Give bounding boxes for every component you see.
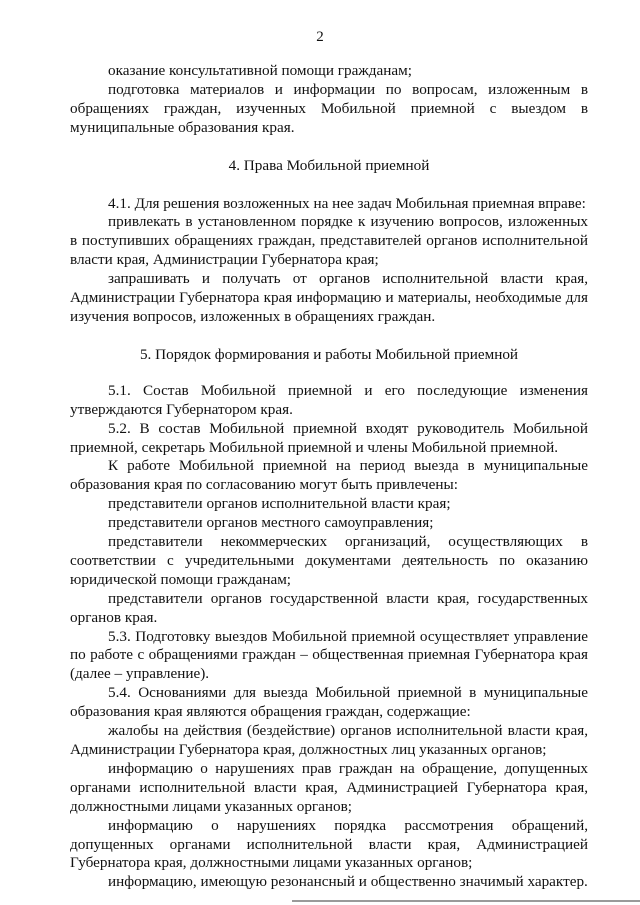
- section-4-paragraph: 4.1. Для решения возложенных на нее задач Мобильная приемная вправе:: [108, 194, 586, 212]
- section-5-paragraph: представители органов местного самоуправления;: [108, 514, 434, 532]
- section-5-paragraph: представители органов исполнительной власти края;: [108, 495, 451, 513]
- intro-item-2: подготовка материалов и информации по вопросам, изложенным в обращениях граждан, изученных Мобильной приемной с выездом в муниципальные образования края.: [70, 80, 588, 136]
- section-5-paragraph: информацию о нарушениях порядка рассмотрения обращений, допущенных органами исполнительной власти края, Администрацией Губернатора края, должностными лицами указанных органов;: [70, 816, 588, 872]
- scan-edge-line: [292, 900, 640, 902]
- document-body: [70, 62, 588, 892]
- section-5-paragraph: 5.4. Основаниями для выезда Мобильной приемной в муниципальные образования края являются обращения граждан, содержащие:: [70, 684, 588, 721]
- section-5-paragraph: 5.2. В состав Мобильной приемной входят руководитель Мобильной приемной, секретарь Мобильной приемной и члены Мобильной приемной.: [70, 419, 588, 456]
- intro-item-1: оказание консультативной помощи гражданам;: [108, 62, 412, 79]
- section-5-heading: 5. Порядок формирования и работы Мобильной приемной: [139, 345, 519, 363]
- section-5-paragraph: представители некоммерческих организаций, осуществляющих в соответствии с учредительными документами деятельность по оказанию юридической помощи гражданам;: [70, 533, 588, 588]
- section-4-heading: 4. Права Мобильной приемной: [228, 156, 430, 174]
- section-5-paragraph: информацию, имеющую резонансный и общественно значимый характер.: [108, 873, 588, 891]
- section-5-paragraph: информацию о нарушениях прав граждан на обращение, допущенных органами исполнительной власти края, Администрацией Губернатора края, должностными лицами указанных органов;: [70, 759, 588, 815]
- page-number: 2: [316, 29, 324, 45]
- section-5-paragraph: представители органов государственной власти края, государственных органов края.: [70, 589, 588, 626]
- section-4-paragraph: запрашивать и получать от органов исполнительной власти края, Администрации Губернатора края информацию и материалы, необходимые для изучения вопросов, изложенных в обращениях граждан.: [70, 270, 588, 325]
- section-4-paragraph: привлекать в установленном порядке к изучению вопросов, изложенных в поступивших обращениях граждан, представителей органов исполнительной власти края, Администрации Губернатора края;: [70, 213, 588, 269]
- section-5-paragraph: К работе Мобильной приемной на период выезда в муниципальные образования края по согласованию могут быть привлечены:: [70, 457, 588, 494]
- section-5-paragraph: жалобы на действия (бездействие) органов исполнительной власти края, Администрации Губернатора края, должностных лиц указанных органов;: [70, 722, 588, 758]
- section-5-paragraph: 5.3. Подготовку выездов Мобильной приемной осуществляет управление по работе с обращениями граждан – общественная приемная Губернатора края (далее – управление).: [70, 627, 588, 683]
- section-5-paragraph: 5.1. Состав Мобильной приемной и его последующие изменения утверждаются Губернатором края.: [70, 381, 588, 418]
